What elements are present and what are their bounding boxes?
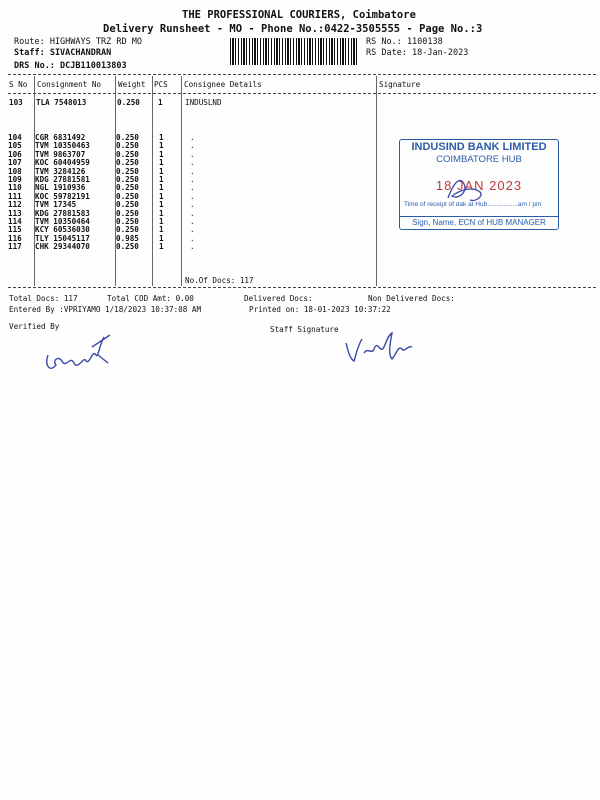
row-consignee: .: [190, 191, 195, 201]
row-consignment-no: TVM 17345: [35, 200, 77, 210]
row-weight: 0.250: [116, 141, 139, 151]
row-consignee: .: [190, 158, 195, 168]
row-consignee: .: [190, 166, 195, 176]
bank-hub-stamp: [399, 139, 559, 230]
first-row-consignment: TLA 7548013: [36, 98, 87, 107]
row-weight: 0.250: [116, 166, 139, 176]
staff-signature-label: Staff Signature: [270, 325, 339, 334]
first-row-consignee: INDUSLND: [185, 98, 222, 107]
total-cod: Total COD Amt: 0.00: [107, 294, 194, 303]
row-consignee: .: [190, 233, 195, 243]
staff-signature: [338, 325, 418, 370]
col-header-pcs: PCS: [154, 80, 168, 89]
row-weight: 0.250: [116, 208, 139, 218]
rs-number: RS No.: 1100138: [366, 37, 443, 47]
table-row: [8, 243, 195, 251]
no-of-docs: No.Of Docs: 117: [185, 276, 254, 285]
col-header-sno: S No: [9, 80, 28, 89]
row-consignee: .: [190, 183, 195, 193]
stamp-receipt-time: Time of receipt of dak at Hub.................am / pm: [404, 201, 542, 208]
stamp-initial-signature: [440, 172, 490, 208]
row-pcs: 1: [159, 166, 164, 176]
row-consignment-no: TLY 15045117: [35, 233, 90, 243]
barcode: [230, 38, 358, 65]
row-pcs: 1: [159, 242, 164, 252]
row-weight: 0.250: [116, 242, 139, 252]
row-consignment-no: TVM 10350464: [35, 217, 90, 227]
row-consignment-no: KOC 60404959: [35, 158, 90, 168]
row-consignment-no: KOC 59782191: [35, 191, 90, 201]
non-delivered-docs: Non Delivered Docs:: [368, 294, 455, 303]
row-sno: 106: [8, 149, 22, 159]
row-consignee: .: [190, 200, 195, 210]
stamp-sign-line: Sign, Name, ECN of HUB MANAGER: [400, 216, 558, 227]
row-consignment-no: CGR 6831492: [35, 133, 86, 142]
row-sno: 108: [8, 166, 22, 176]
consignment-table: [8, 134, 195, 252]
row-sno: 111: [8, 191, 22, 201]
row-pcs: 1: [159, 233, 164, 243]
stamp-date: 18 JAN 2023: [435, 178, 523, 193]
col-line-5: [376, 76, 377, 286]
staff-label: Staff: SIVACHANDRAN: [14, 48, 112, 58]
row-weight: 0.250: [116, 158, 139, 168]
total-docs: Total Docs: 117: [9, 294, 78, 303]
row-consignment-no: TVM 10350463: [35, 141, 90, 151]
rs-date: RS Date: 18-Jan-2023: [366, 48, 469, 58]
row-consignee: .: [190, 208, 195, 218]
stamp-bank-name: INDUSIND BANK LIMITED: [411, 141, 547, 153]
row-consignee: .: [190, 175, 195, 185]
row-sno: 114: [8, 217, 22, 227]
delivered-docs: Delivered Docs:: [244, 294, 313, 303]
col-header-weight: Weight: [118, 80, 146, 89]
row-consignee: .: [190, 217, 195, 227]
verified-by-label: Verified By: [9, 322, 60, 331]
header-divider-bottom: [8, 93, 596, 94]
row-sno: 115: [8, 225, 22, 235]
row-pcs: 1: [159, 149, 164, 159]
header-divider-top: [8, 74, 596, 75]
row-pcs: 1: [159, 141, 164, 151]
row-consignment-no: TVM 9863707: [35, 149, 86, 159]
row-sno: 109: [8, 175, 22, 185]
row-consignee: .: [190, 242, 195, 252]
route-label: Route: HIGHWAYS TRZ RD MO: [14, 37, 142, 47]
col-header-consignee: Consignee Details: [184, 80, 262, 89]
row-sno: 104: [8, 133, 22, 142]
row-consignment-no: CHK 29344070: [35, 242, 90, 252]
row-sno: 116: [8, 233, 22, 243]
row-consignment-no: NGL 1910936: [35, 183, 86, 193]
row-consignment-no: KCY 60536030: [35, 225, 90, 235]
row-weight: 0.250: [116, 217, 139, 227]
row-pcs: 1: [159, 208, 164, 218]
row-sno: 113: [8, 208, 22, 218]
drs-number: DRS No.: DCJB110013803: [14, 61, 127, 71]
row-consignee: .: [190, 225, 195, 235]
row-pcs: 1: [159, 183, 164, 193]
row-pcs: 1: [159, 158, 164, 168]
row-pcs: 1: [159, 175, 164, 185]
row-consignment-no: KDG 27881583: [35, 208, 90, 218]
row-sno: 112: [8, 200, 22, 210]
printed-on: Printed on: 18-01-2023 10:37:22: [249, 305, 391, 314]
row-sno: 107: [8, 158, 22, 168]
company-title: THE PROFESSIONAL COURIERS, Coimbatore: [182, 9, 416, 21]
entered-by: Entered By :VPRIYAMO 1/18/2023 10:37:08 AM: [9, 305, 202, 314]
row-consignment-no: TVM 3284126: [35, 166, 86, 176]
row-sno: 117: [8, 242, 22, 252]
col-header-consignment: Consignment No: [37, 80, 102, 89]
row-consignee: .: [190, 141, 195, 151]
row-sno: 110: [8, 183, 22, 193]
row-pcs: 1: [159, 133, 164, 142]
row-consignment-no: KDG 27881581: [35, 175, 90, 185]
row-pcs: 1: [159, 200, 164, 210]
row-weight: 0.250: [116, 191, 139, 201]
row-weight: 0.250: [116, 183, 139, 193]
first-row-weight: 0.250: [117, 98, 140, 107]
row-weight: 0.250: [116, 225, 139, 235]
row-weight: 0.250: [116, 133, 139, 142]
row-pcs: 1: [159, 217, 164, 227]
row-sno: 105: [8, 141, 22, 151]
row-weight: 0.250: [116, 175, 139, 185]
col-header-signature: Signature: [379, 80, 421, 89]
row-consignee: .: [190, 133, 195, 142]
row-consignee: .: [190, 149, 195, 159]
first-row-pcs: 1: [158, 98, 163, 107]
row-pcs: 1: [159, 191, 164, 201]
row-weight: 0.250: [116, 149, 139, 159]
row-weight: 0.250: [116, 200, 139, 210]
table-divider-bottom: [8, 287, 596, 288]
verifier-signature: [40, 325, 120, 380]
runsheet-title: Delivery Runsheet - MO - Phone No.:0422-3505555 - Page No.:3: [103, 23, 483, 35]
stamp-hub-name: COIMBATORE HUB: [436, 154, 522, 165]
first-row-sno: 103: [9, 98, 23, 107]
row-weight: 0.985: [116, 233, 139, 243]
row-pcs: 1: [159, 225, 164, 235]
